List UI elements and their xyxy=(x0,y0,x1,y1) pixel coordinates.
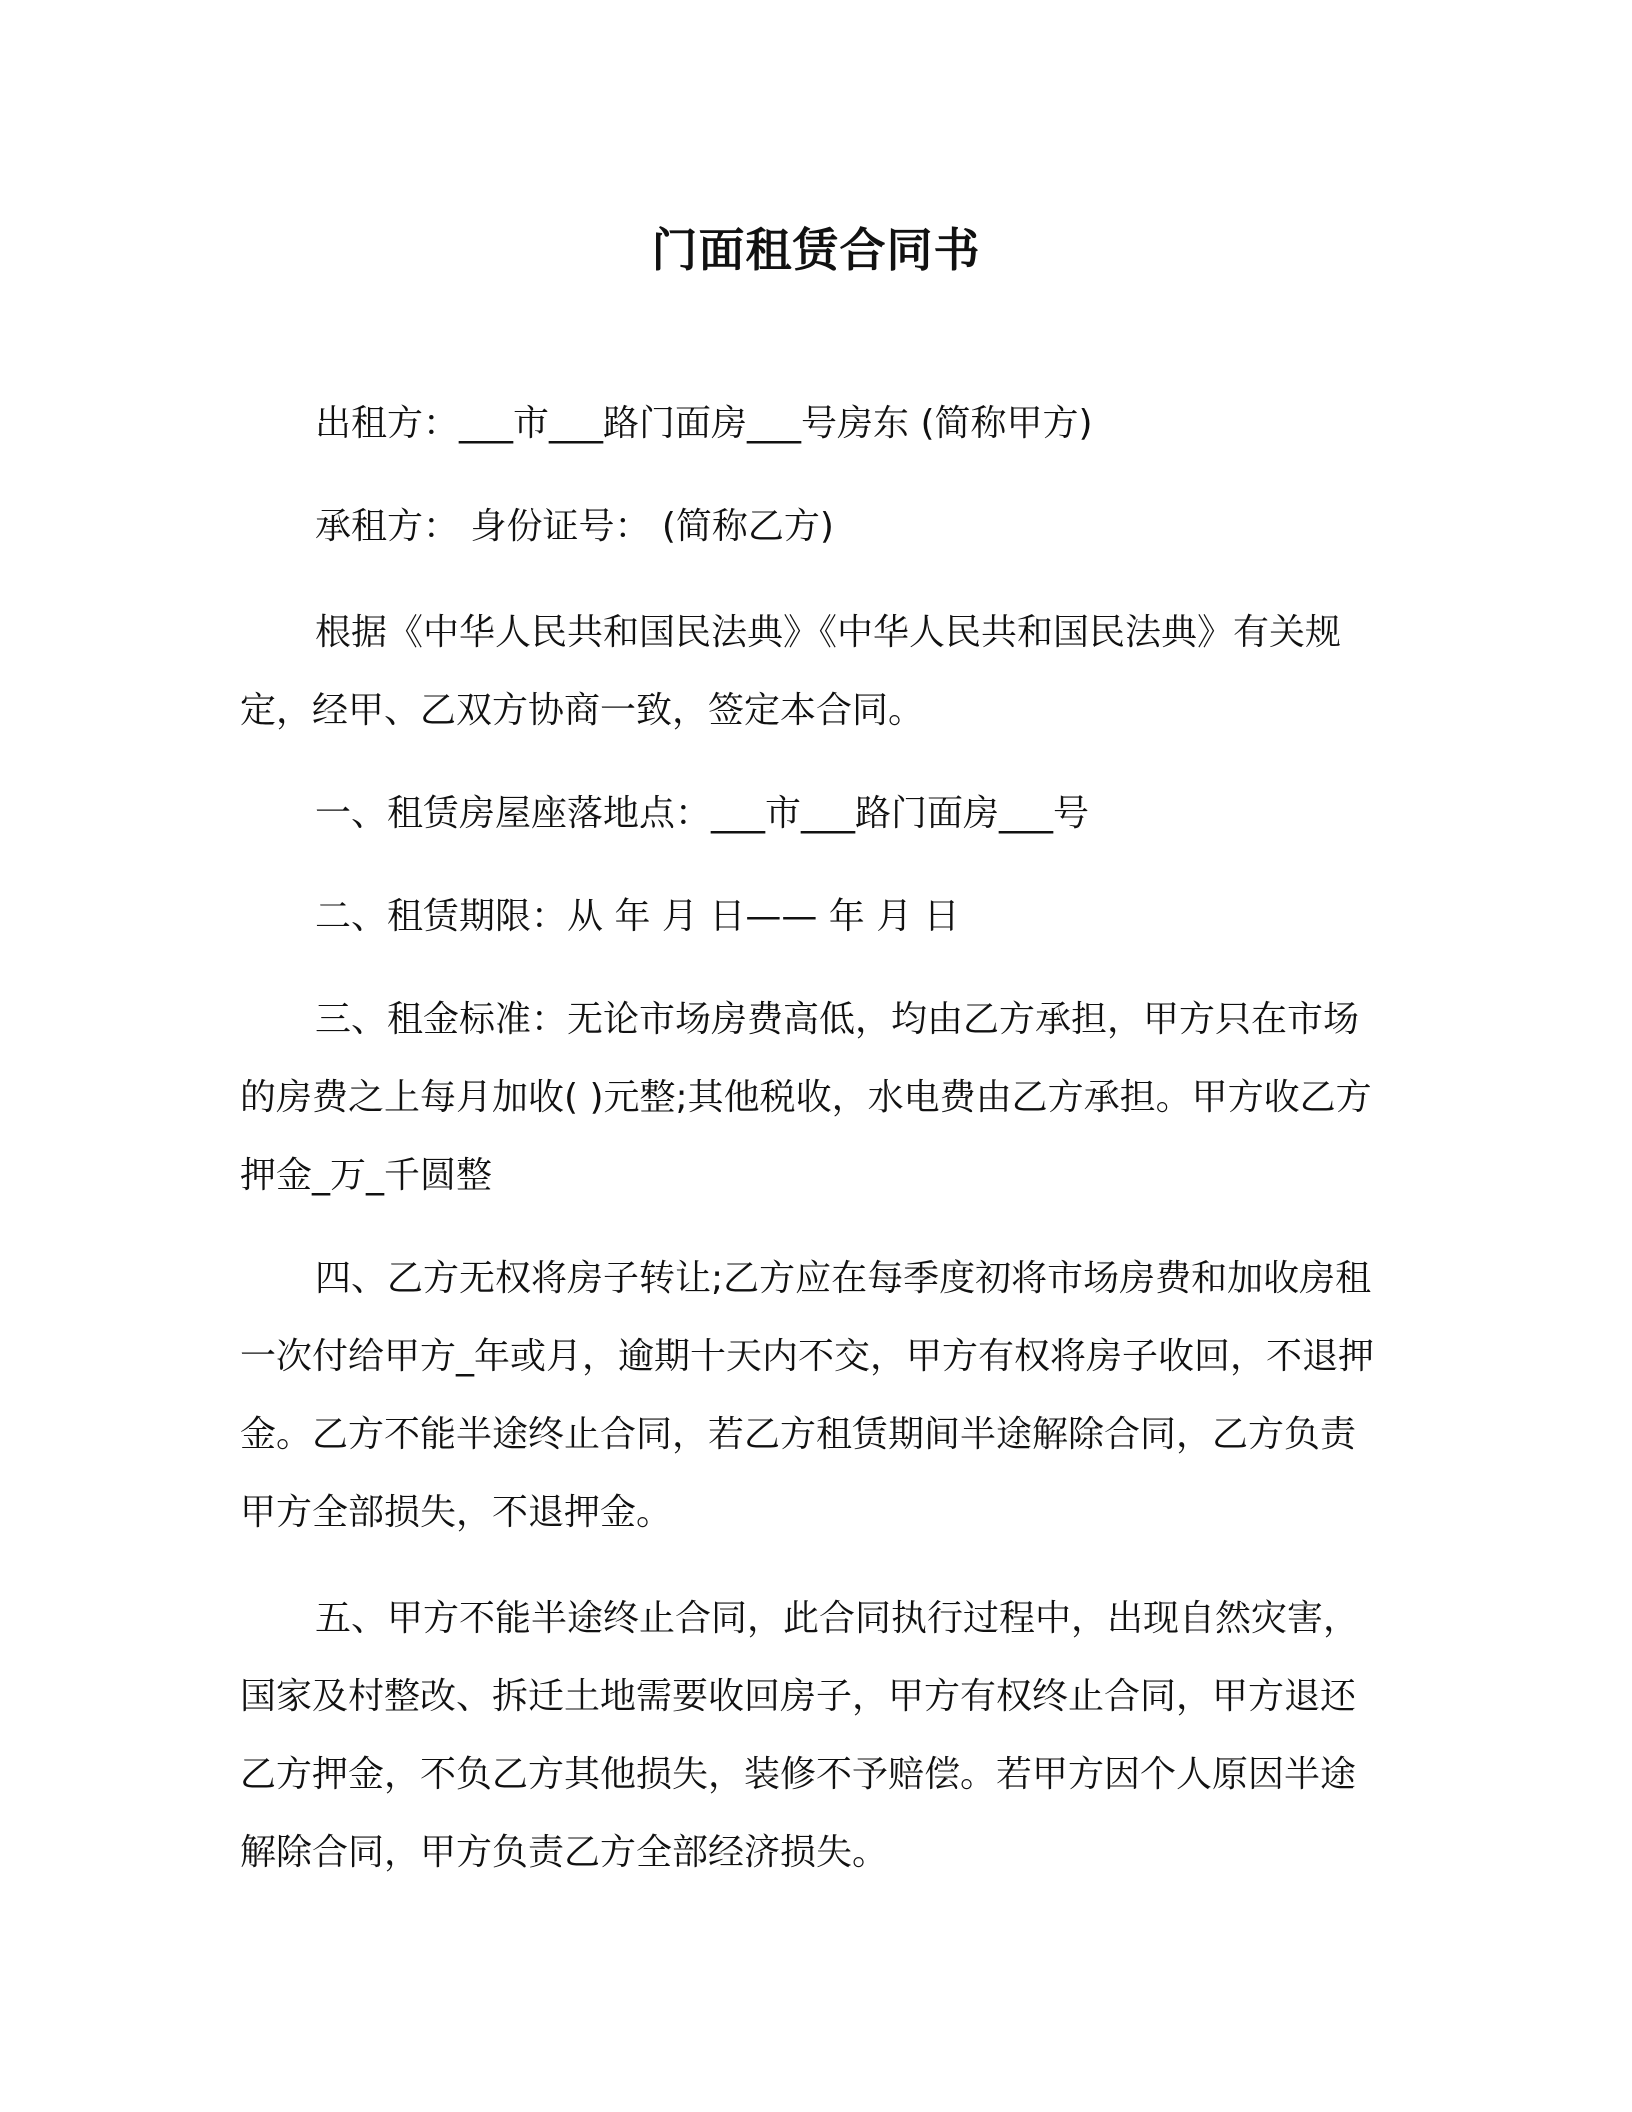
clause-1-location: 一、租赁房屋座落地点：___市___路门面房___号 xyxy=(315,793,1090,834)
clause-2-term: 二、租赁期限：从 年 月 日—— 年 月 日 xyxy=(315,896,960,937)
paragraph-lessee: 承租方： 身份证号： (简称乙方) xyxy=(315,506,834,547)
document-title: 门面租赁合同书 xyxy=(651,223,981,277)
clause-5-termination: 五、甲方不能半途终止合同，此合同执行过程中，出现自然灾害，国家及村整改、拆迁土地需要收回房子，甲方有权终止合同，甲方退还乙方押金，不负乙方其他损失，装修不予赔偿。若甲方因个人原因半途解除合同，甲方负责乙方全部经济损失。 xyxy=(240,1598,1360,1873)
clause-3-rent: 三、租金标准：无论市场房费高低，均由乙方承担，甲方只在市场的房费之上每月加收( )元整;其他税收，水电费由乙方承担。甲方收乙方押金_万_千圆整 xyxy=(240,999,1372,1196)
paragraph-lessor: 出租方：___市___路门面房___号房东 (简称甲方) xyxy=(315,403,1093,444)
clause-4-transfer: 四、乙方无权将房子转让;乙方应在每季度初将市场房费和加收房租一次付给甲方_年或月，逾期十天内不交，甲方有权将房子收回，不退押金。乙方不能半途终止合同，若乙方租赁期间半途解除合同，乙方负责甲方全部损失，不退押金。 xyxy=(240,1258,1375,1533)
paragraph-basis: 根据《中华人民共和国民法典》《中华人民共和国民法典》有关规定，经甲、乙双方协商一致，签定本合同。 xyxy=(240,612,1342,731)
